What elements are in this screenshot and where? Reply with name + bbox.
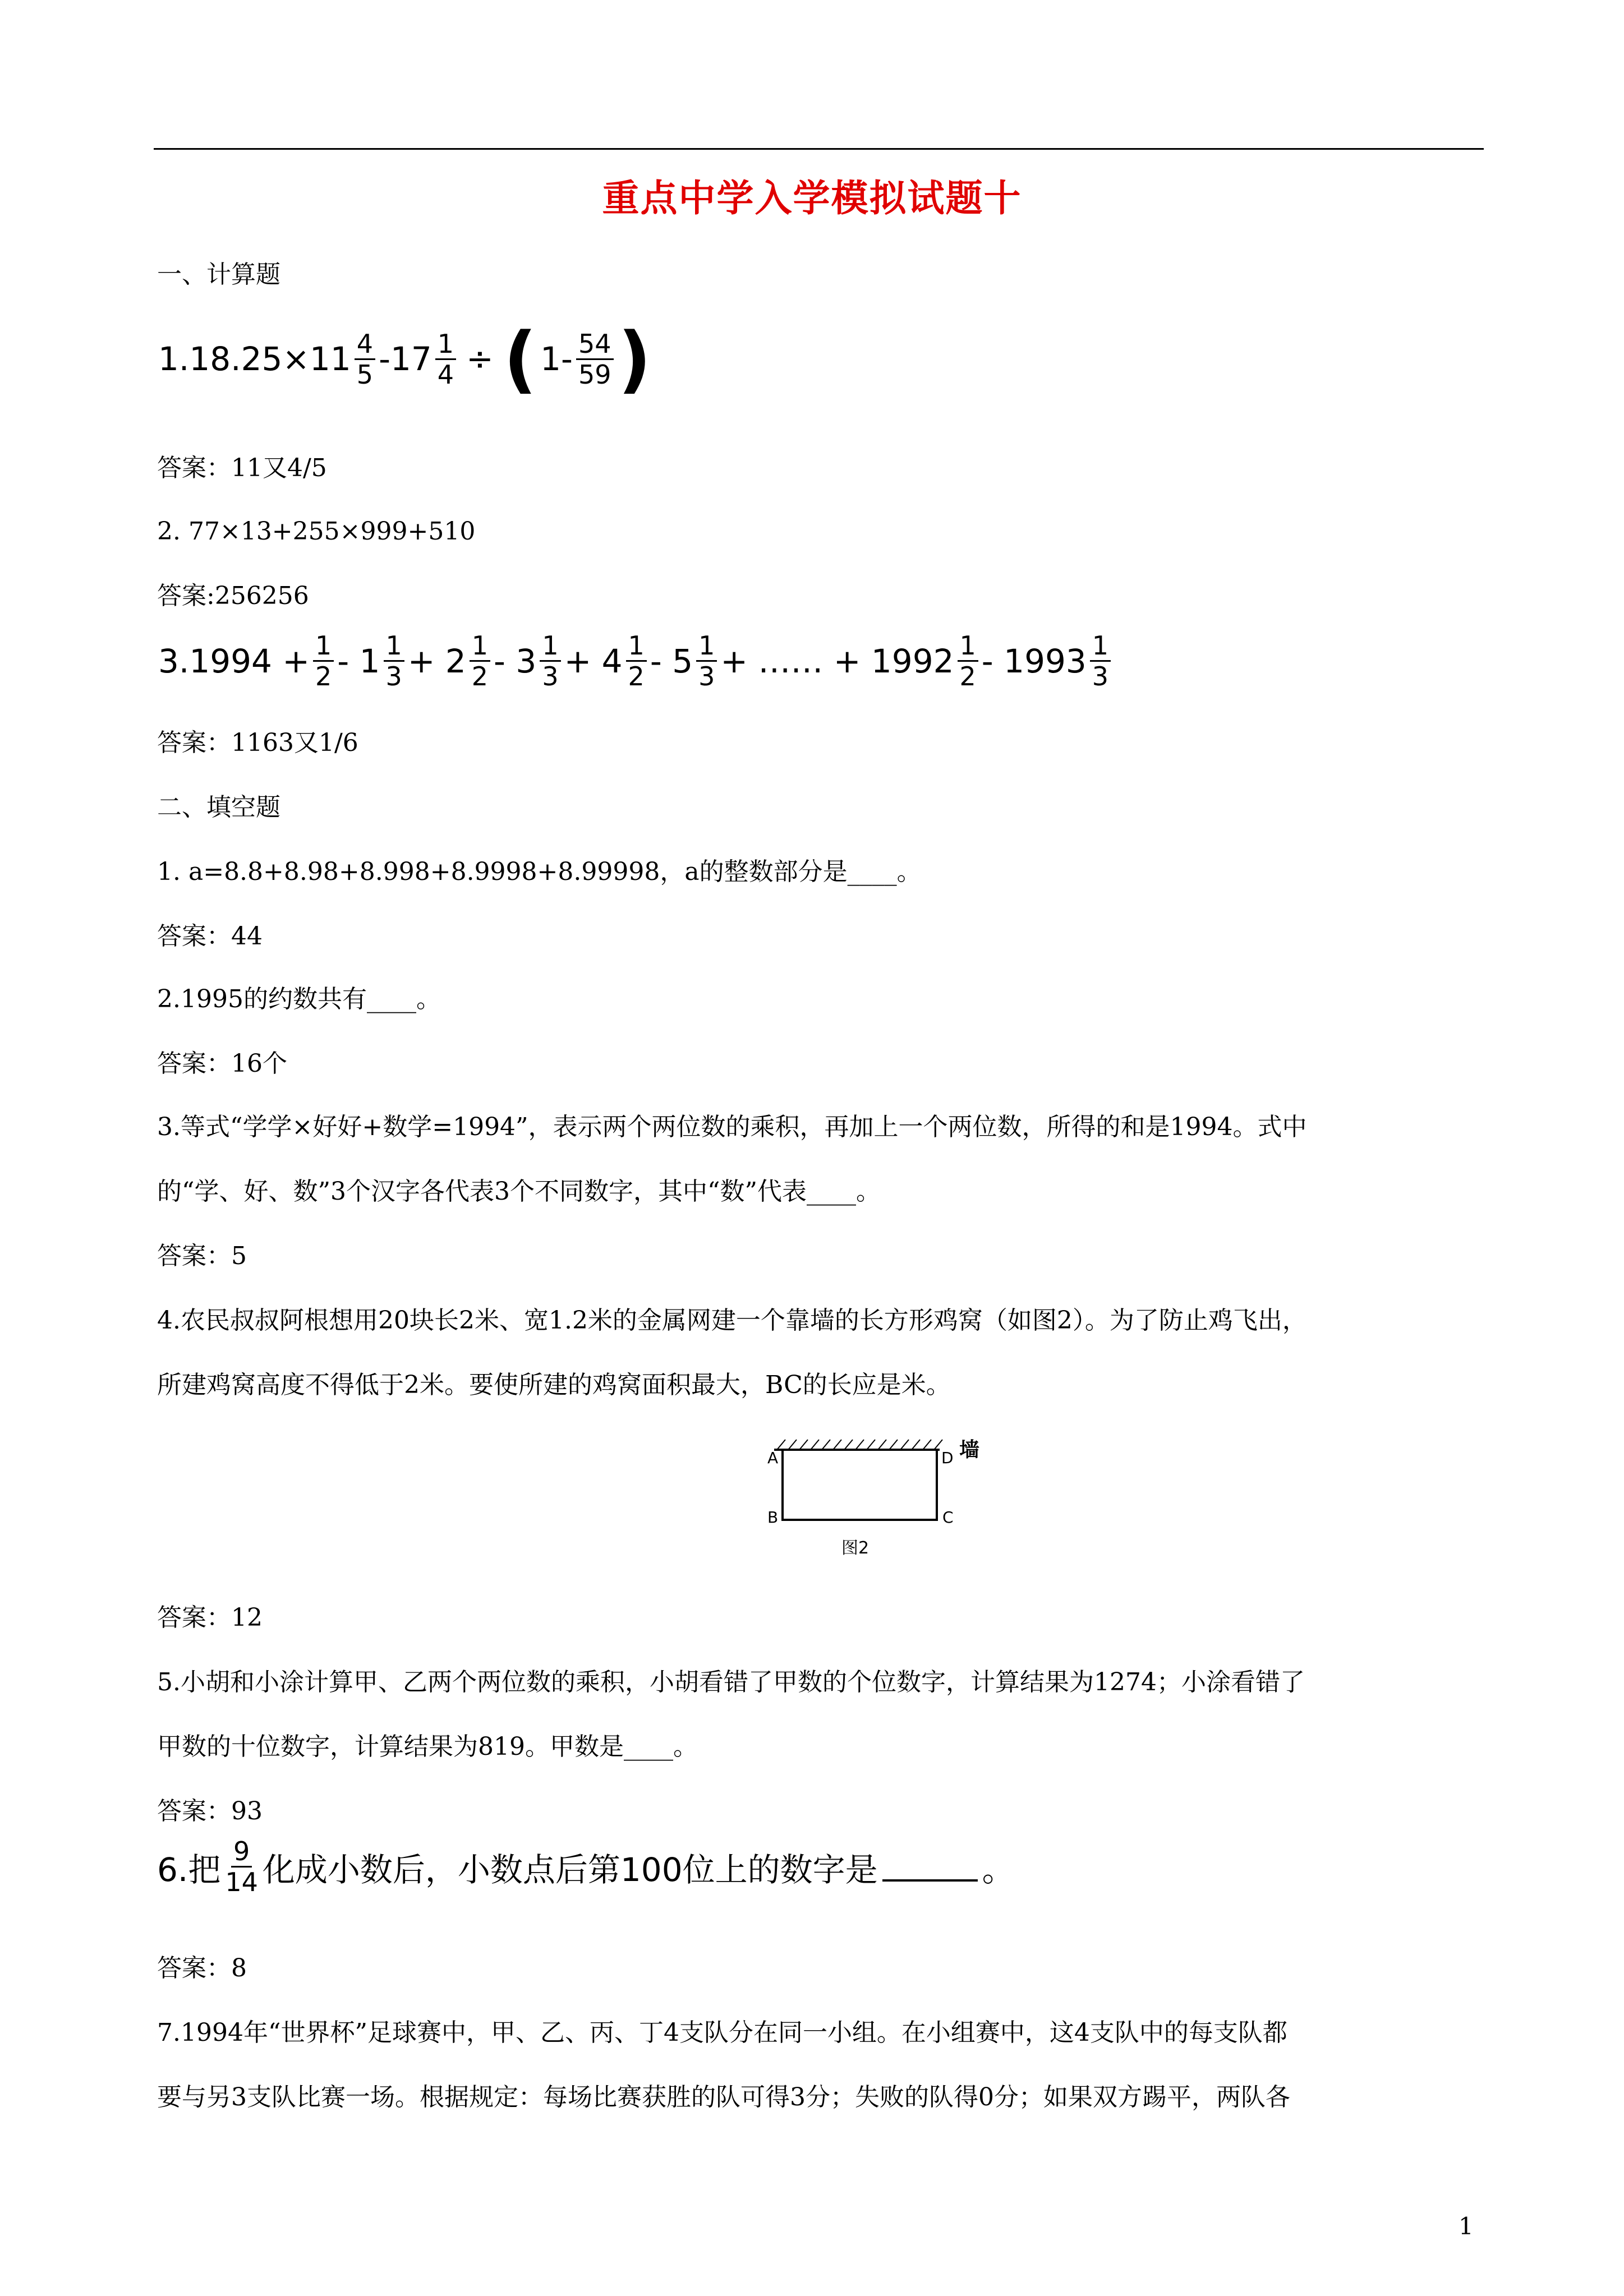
calc-q3-term-prefix: - 1 xyxy=(337,642,380,680)
left-paren: ( xyxy=(503,316,537,402)
fill-q2-text: 2.1995的约数共有____。 xyxy=(157,985,441,1013)
section-heading-fill: 二、填空题 xyxy=(157,793,280,822)
fraction-denominator: 3 xyxy=(542,661,559,691)
fill-q7-line-2: 要与另3支队比赛一场。根据规定：每场比赛获胜的队可得3分；失败的队得0分；如果双方踢平，两队各 xyxy=(157,2083,1290,2111)
calc-q3-expression xyxy=(157,631,1113,691)
calc-q3-term-prefix: - 5 xyxy=(650,642,693,680)
fraction-numerator: 1 xyxy=(958,631,978,662)
fill-q6-expression xyxy=(157,1837,1015,1897)
calc-q3-term-fraction xyxy=(384,631,404,691)
calc-q3-term-prefix: + 2 xyxy=(407,642,466,680)
calc-q2-answer: 答案:256256 xyxy=(157,582,309,610)
fill-q1-text: 1. a=8.8+8.98+8.998+8.9998+8.99998，a的整数部分是____。 xyxy=(157,857,922,886)
fraction-numerator: 1 xyxy=(626,631,647,662)
fill-q5-answer: 答案：93 xyxy=(157,1797,263,1825)
right-paren: ) xyxy=(618,316,651,402)
chicken-coop-figure xyxy=(752,1433,1021,1567)
calc-q3-term-prefix: + …… + 1992 xyxy=(720,642,954,680)
calc-q3-term-prefix: + 4 xyxy=(564,642,623,680)
calc-q1-mid: -17 xyxy=(379,340,432,378)
wall-hatching xyxy=(774,1440,942,1450)
calc-q3-term-prefix: 3.1994 + xyxy=(158,642,310,680)
page-title: 重点中学入学模拟试题十 xyxy=(602,177,1022,220)
fraction-numerator: 1 xyxy=(313,631,334,662)
fill-q5-line-2: 甲数的十位数字，计算结果为819。甲数是____。 xyxy=(157,1732,698,1761)
fill-q6-prefix: 6.把 xyxy=(157,1850,221,1889)
fraction-denominator: 2 xyxy=(315,661,332,691)
calc-q3-answer: 答案：1163又1/6 xyxy=(157,729,358,757)
calc-q2-text: 2. 77×13+255×999+510 xyxy=(157,517,476,546)
fill-q4-answer: 答案：12 xyxy=(157,1603,263,1632)
calc-q1-inner: 1- xyxy=(540,340,573,378)
fraction-denominator: 3 xyxy=(698,661,715,691)
fill-q3-line-1: 3.等式“学学×好好+数学=1994”，表示两个两位数的乘积，再加上一个两位数，所得的和是1994。式中 xyxy=(157,1113,1307,1141)
label-d: D xyxy=(941,1449,954,1467)
fraction-numerator: 1 xyxy=(696,631,717,662)
calc-q1-fraction-1: $\frac{4}{5}$ xyxy=(355,329,375,389)
calc-q1-prefix: 1.18.25×11 xyxy=(158,340,351,378)
fraction-numerator: 1 xyxy=(1090,631,1111,662)
calc-q3-term-fraction xyxy=(696,631,717,691)
calc-q1-fraction-2: $\frac{1}{4}$ xyxy=(435,329,456,389)
section-heading-calc: 一、计算题 xyxy=(157,260,280,289)
figure-caption: 图2 xyxy=(841,1538,869,1558)
calc-q1-expression xyxy=(157,316,654,402)
fraction-denominator: 2 xyxy=(471,661,489,691)
label-a: A xyxy=(767,1449,779,1467)
coop-fence xyxy=(783,1450,937,1520)
fill-q6-answer: 答案：8 xyxy=(157,1954,247,1983)
calc-q1-fraction-3: $\frac{54}{59}$ xyxy=(576,329,614,389)
calc-q3-term-fraction xyxy=(313,631,334,691)
fill-q6-fraction: $\frac{9}{14}$ xyxy=(225,1836,258,1897)
fill-q1-answer: 答案：44 xyxy=(157,922,263,951)
calc-q3-term-prefix: - 3 xyxy=(494,642,537,680)
fill-q7-line-1: 7.1994年“世界杯”足球赛中，甲、乙、丙、丁4支队分在同一小组。在小组赛中，这4支队中的每支队都 xyxy=(157,2018,1287,2047)
fraction-numerator: 1 xyxy=(384,631,404,662)
fill-q2-answer: 答案：16个 xyxy=(157,1049,287,1078)
fraction-denominator: 2 xyxy=(628,661,645,691)
fill-q6-end: 。 xyxy=(982,1850,1015,1889)
fraction-denominator: 3 xyxy=(385,661,402,691)
fill-q3-answer: 答案：5 xyxy=(157,1242,247,1270)
fill-q6-suffix: 化成小数后，小数点后第100位上的数字是 xyxy=(262,1850,878,1889)
wall-label: 墙 xyxy=(959,1439,980,1461)
fraction-numerator: 1 xyxy=(540,631,560,662)
calc-q3-term-fraction xyxy=(470,631,490,691)
answer-blank xyxy=(882,1852,978,1882)
fraction-numerator: 1 xyxy=(470,631,490,662)
calc-q3-term-prefix: - 1993 xyxy=(981,642,1087,680)
label-b: B xyxy=(767,1508,779,1527)
calc-q3-term-fraction xyxy=(626,631,647,691)
header-rule xyxy=(154,148,1484,150)
fraction-denominator: 2 xyxy=(959,661,976,691)
fill-q4-line-1: 4.农民叔叔阿根想用20块长2米、宽1.2米的金属网建一个靠墙的长方形鸡窝（如图2）。为了防止鸡飞出， xyxy=(157,1306,1307,1335)
fraction-denominator: 3 xyxy=(1092,661,1109,691)
fill-q3-line-2: 的“学、好、数”3个汉字各代表3个不同数字，其中“数”代表____。 xyxy=(157,1177,881,1206)
label-c: C xyxy=(942,1508,954,1527)
fill-q5-line-1: 5.小胡和小涂计算甲、乙两个两位数的乘积，小胡看错了甲数的个位数字，计算结果为1274；小涂看错了 xyxy=(157,1668,1305,1696)
calc-q3-term-fraction xyxy=(540,631,560,691)
calc-q3-term-fraction xyxy=(958,631,978,691)
fill-q4-line-2: 所建鸡窝高度不得低于2米。要使所建的鸡窝面积最大，BC的长应是米。 xyxy=(157,1371,951,1399)
calc-q1-answer: 答案：11又4/5 xyxy=(157,454,327,482)
calc-q3-term-fraction xyxy=(1090,631,1111,691)
calc-q1-divide: ÷ xyxy=(466,340,494,378)
page-number: 1 xyxy=(1459,2212,1474,2240)
